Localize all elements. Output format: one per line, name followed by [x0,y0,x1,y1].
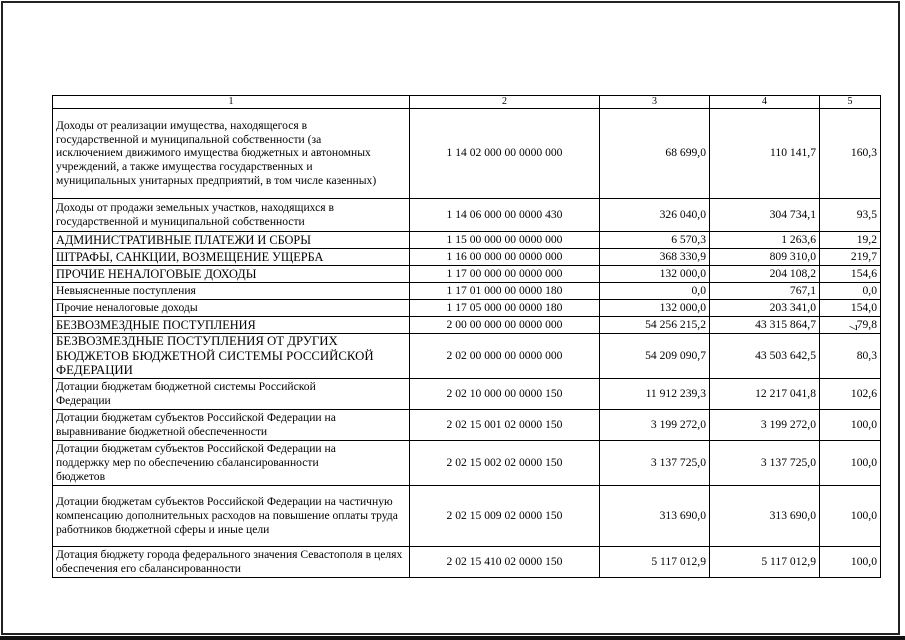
page-bottom-edge [0,636,905,640]
budget-revenue-table [52,95,881,578]
table-row [53,265,881,282]
row-percent: 100,0 [820,546,881,577]
row-fact: 43 315 864,7 [710,316,820,333]
row-code: 2 00 00 000 00 0000 000 [410,316,600,333]
row-name: Дотации бюджетам субъектов Российской Федерации на выравнивание бюджетной обеспеченности [53,409,410,440]
row-name: Дотации бюджетам субъектов Российской Федерации на поддержку мер по обеспечению сбалансированности бюджетов [53,440,410,485]
table-row [53,299,881,316]
row-plan: 3 199 272,0 [600,409,710,440]
table-row [53,198,881,231]
row-percent: 0,0 [820,282,881,299]
row-code: 1 16 00 000 00 0000 000 [410,248,600,265]
row-percent: 79,8 [820,316,881,333]
row-percent: 19,2 [820,231,881,248]
table-row [53,108,881,198]
table-row [53,248,881,265]
header-col-2: 2 [410,96,600,109]
row-plan: 326 040,0 [600,198,710,231]
row-percent: 100,0 [820,409,881,440]
row-fact: 313 690,0 [710,485,820,546]
row-name: Невыясненные поступления [53,282,410,299]
row-fact: 767,1 [710,282,820,299]
page-number: 7 [846,324,861,331]
row-percent: 219,7 [820,248,881,265]
row-fact: 3 199 272,0 [710,409,820,440]
row-code: 2 02 10 000 00 0000 150 [410,378,600,409]
header-col-1: 1 [53,96,410,109]
row-code: 1 14 02 000 00 0000 000 [410,108,600,198]
row-code: 2 02 15 009 02 0000 150 [410,485,600,546]
row-fact: 12 217 041,8 [710,378,820,409]
row-percent: 154,6 [820,265,881,282]
row-percent: 102,6 [820,378,881,409]
table-row [53,546,881,577]
row-name: Доходы от продажи земельных участков, находящихся в государственной и муниципальной собственности [53,198,410,231]
row-code: 1 17 00 000 00 0000 000 [410,265,600,282]
row-name: БЕЗВОЗМЕЗДНЫЕ ПОСТУПЛЕНИЯ [53,316,410,333]
row-plan: 313 690,0 [600,485,710,546]
row-plan: 54 256 215,2 [600,316,710,333]
row-fact: 43 503 642,5 [710,333,820,378]
row-fact: 203 341,0 [710,299,820,316]
row-plan: 54 209 090,7 [600,333,710,378]
row-percent: 100,0 [820,440,881,485]
row-code: 2 02 15 410 02 0000 150 [410,546,600,577]
table-row [53,316,881,333]
row-code: 1 17 05 000 00 0000 180 [410,299,600,316]
row-code: 1 15 00 000 00 0000 000 [410,231,600,248]
row-name: Прочие неналоговые доходы [53,299,410,316]
row-plan: 68 699,0 [600,108,710,198]
row-name: ПРОЧИЕ НЕНАЛОГОВЫЕ ДОХОДЫ [53,265,410,282]
row-code: 1 17 01 000 00 0000 180 [410,282,600,299]
row-fact: 1 263,6 [710,231,820,248]
row-plan: 132 000,0 [600,265,710,282]
row-plan: 6 570,3 [600,231,710,248]
row-code: 1 14 06 000 00 0000 430 [410,198,600,231]
table-row [53,485,881,546]
table-row [53,282,881,299]
table-row [53,231,881,248]
row-fact: 204 108,2 [710,265,820,282]
row-name: Доходы от реализации имущества, находящегося в государственной и муниципальной собственности (за исключением движимого имущества бюджетных и автономных учреждений, а также имущества государственных и муниципальных унитарных предприятий, в том числе казенных) [53,108,410,198]
row-name: Дотации бюджетам субъектов Российской Федерации на частичную компенсацию дополнительных расходов на повышение оплаты труда работников бюджетной сферы и иные цели [53,485,410,546]
row-plan: 5 117 012,9 [600,546,710,577]
table-row [53,378,881,409]
row-name: БЕЗВОЗМЕЗДНЫЕ ПОСТУПЛЕНИЯ ОТ ДРУГИХ БЮДЖЕТОВ БЮДЖЕТНОЙ СИСТЕМЫ РОССИЙСКОЙ ФЕДЕРАЦИИ [53,333,410,378]
header-col-4: 4 [710,96,820,109]
row-code: 2 02 15 002 02 0000 150 [410,440,600,485]
row-percent: 80,3 [820,333,881,378]
row-code: 2 02 15 001 02 0000 150 [410,409,600,440]
row-code: 2 02 00 000 00 0000 000 [410,333,600,378]
row-name: Дотации бюджетам бюджетной системы Российской Федерации [53,378,410,409]
row-fact: 3 137 725,0 [710,440,820,485]
row-fact: 809 310,0 [710,248,820,265]
header-col-3: 3 [600,96,710,109]
row-plan: 3 137 725,0 [600,440,710,485]
row-percent: 93,5 [820,198,881,231]
table-header-row [53,96,881,109]
row-percent: 100,0 [820,485,881,546]
table-row [53,409,881,440]
row-name: АДМИНИСТРАТИВНЫЕ ПЛАТЕЖИ И СБОРЫ [53,231,410,248]
table-row [53,440,881,485]
row-name: ШТРАФЫ, САНКЦИИ, ВОЗМЕЩЕНИЕ УЩЕРБА [53,248,410,265]
row-plan: 0,0 [600,282,710,299]
row-plan: 11 912 239,3 [600,378,710,409]
header-col-5: 5 [820,96,881,109]
row-fact: 110 141,7 [710,108,820,198]
table-row [53,333,881,378]
row-fact: 304 734,1 [710,198,820,231]
row-percent: 154,0 [820,299,881,316]
row-percent: 160,3 [820,108,881,198]
row-name: Дотация бюджету города федерального значения Севастополя в целях обеспечения его сбалансированности [53,546,410,577]
row-plan: 368 330,9 [600,248,710,265]
row-fact: 5 117 012,9 [710,546,820,577]
row-plan: 132 000,0 [600,299,710,316]
